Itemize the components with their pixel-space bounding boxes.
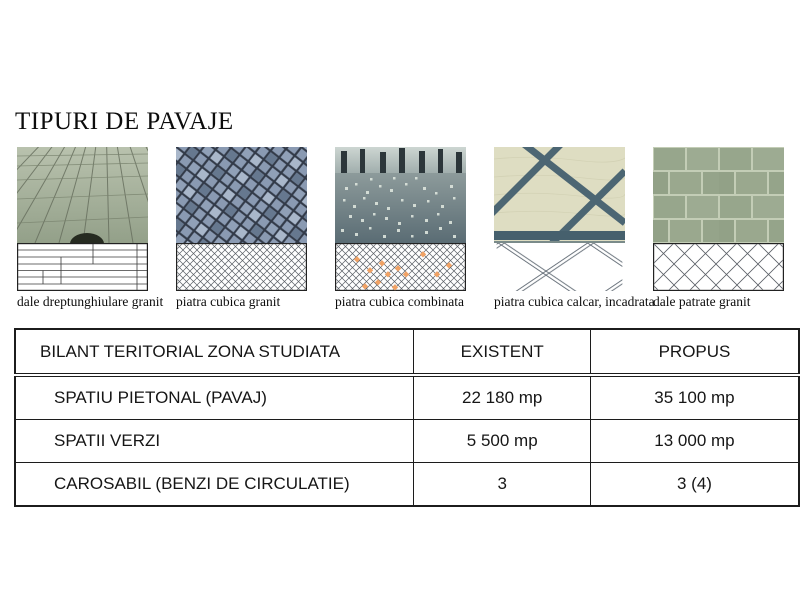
paving-card-piatra-cubica-combinata bbox=[335, 147, 466, 310]
paving-caption: piatra cubica granit bbox=[176, 294, 281, 309]
table-row bbox=[15, 463, 799, 507]
paving-caption: piatra cubica combinata bbox=[335, 294, 464, 309]
diagram-wide-diamond-lattice bbox=[653, 243, 784, 291]
photo-blue-granite-cobblestone bbox=[176, 147, 307, 243]
diagram-crosshatch-with-accent-stones bbox=[335, 243, 466, 291]
paving-caption: dale patrate granit bbox=[653, 294, 751, 309]
row-label: SPATII VERZI bbox=[15, 420, 414, 463]
diagram-running-bond-plan bbox=[17, 243, 148, 291]
paving-card-piatra-cubica-calcar bbox=[494, 147, 655, 310]
column-header-propus: PROPUS bbox=[590, 329, 799, 375]
page-title: TIPURI DE PAVAJE bbox=[15, 108, 234, 135]
diagram-dense-crosshatch bbox=[176, 243, 307, 291]
paving-card-dale-patrate bbox=[653, 147, 784, 310]
column-header-existent: EXISTENT bbox=[414, 329, 590, 375]
paving-card-piatra-cubica-granit bbox=[176, 147, 307, 310]
value-cell: 5 500 mp bbox=[414, 420, 590, 463]
balance-table bbox=[14, 328, 800, 507]
photo-square-granite-slabs bbox=[653, 147, 784, 243]
diagram-double-line-diagonal-grid bbox=[494, 243, 625, 291]
row-label: SPATIU PIETONAL (PAVAJ) bbox=[15, 375, 414, 420]
paving-caption: piatra cubica calcar, incadrata bbox=[494, 294, 655, 309]
photo-rectangular-granite-slabs bbox=[17, 147, 148, 243]
value-cell: 22 180 mp bbox=[414, 375, 590, 420]
table-row bbox=[15, 375, 799, 420]
table-row bbox=[15, 420, 799, 463]
paving-card-dale-dreptunghiulare bbox=[17, 147, 164, 310]
photo-limestone-cobbles-with-bands bbox=[494, 147, 625, 243]
table-header-row bbox=[15, 329, 799, 375]
value-cell: 3 bbox=[414, 463, 590, 507]
value-cell: 35 100 mp bbox=[590, 375, 799, 420]
photo-combined-cobblestone-with-bollards bbox=[335, 147, 466, 243]
value-cell: 3 (4) bbox=[590, 463, 799, 507]
value-cell: 13 000 mp bbox=[590, 420, 799, 463]
row-label: CAROSABIL (BENZI DE CIRCULATIE) bbox=[15, 463, 414, 507]
paving-caption: dale dreptunghiulare granit bbox=[17, 294, 164, 309]
table-title-cell: BILANT TERITORIAL ZONA STUDIATA bbox=[15, 329, 414, 375]
